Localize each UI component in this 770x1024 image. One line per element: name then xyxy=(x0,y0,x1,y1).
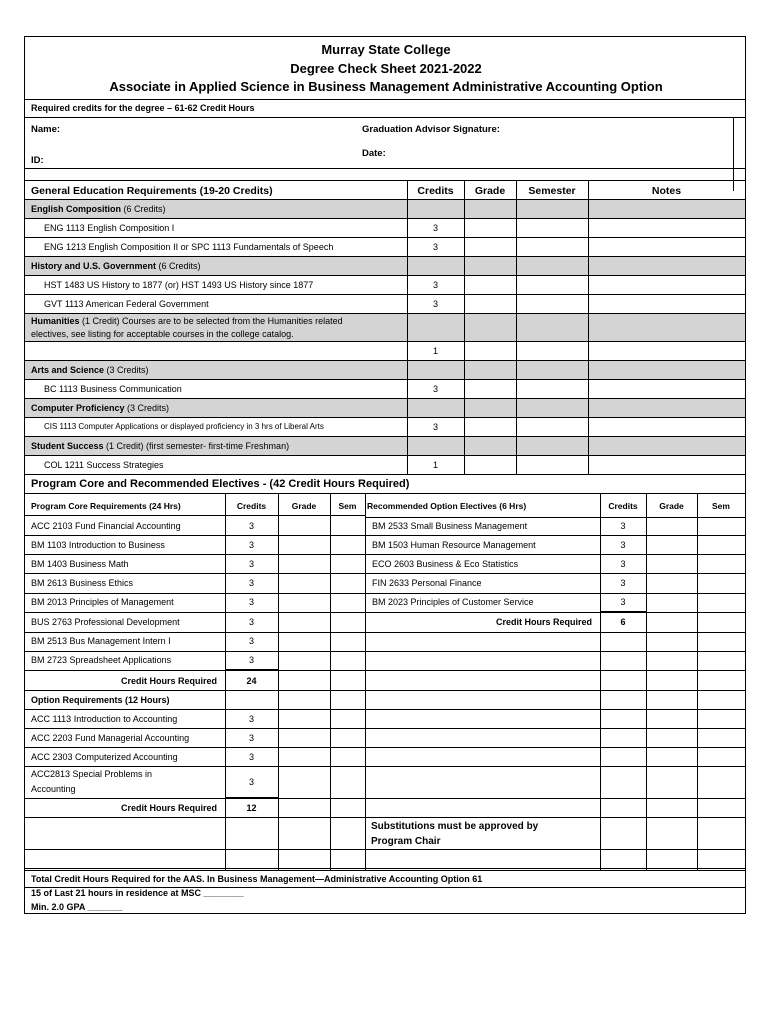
core-credits: 3 xyxy=(248,559,254,569)
option-credits: 3 xyxy=(248,752,254,762)
core-credits: 3 xyxy=(248,636,254,646)
option-course: ACC 2203 Fund Managerial Accounting xyxy=(31,733,190,743)
gen-ed-col-semester: Semester xyxy=(528,185,576,197)
gen-ed-col-notes: Notes xyxy=(651,185,682,197)
core-total: 24 xyxy=(246,676,257,686)
degree-check-sheet xyxy=(24,36,746,914)
core-col-sem: Sem xyxy=(338,501,357,511)
id-label: ID: xyxy=(31,155,44,166)
substitutions-line2: Program Chair xyxy=(371,836,441,847)
credits-col1211: 1 xyxy=(432,460,438,470)
core-course: BM 2613 Business Ethics xyxy=(31,578,134,588)
humanities-section-header xyxy=(31,315,343,327)
credits-cis1113: 3 xyxy=(432,422,438,432)
core-course: ACC 2103 Fund Financial Accounting xyxy=(31,521,181,531)
history-section-header xyxy=(31,260,201,272)
humanities-line1: (1 Credit) Courses are to be selected from the Humanities related xyxy=(82,316,343,326)
english-head: English Composition xyxy=(31,204,121,214)
date-label: Date: xyxy=(362,148,386,159)
core-course: BM 1403 Business Math xyxy=(31,559,129,569)
credits-gvt: 3 xyxy=(432,299,438,309)
advisor-signature-field[interactable] xyxy=(510,121,730,137)
elective-course: BM 2023 Principles of Customer Service xyxy=(372,597,534,607)
gen-ed-col-grade: Grade xyxy=(474,185,506,197)
core-total-label: Credit Hours Required xyxy=(120,676,217,686)
course-bc1113: BC 1113 Business Communication xyxy=(44,384,182,394)
core-course: BM 1103 Introduction to Business xyxy=(31,540,165,550)
name-label: Name: xyxy=(31,124,61,135)
electives-head: Recommended Option Electives (6 Hrs) xyxy=(367,501,527,511)
core-col-credits: Credits xyxy=(236,501,267,511)
core-credits: 3 xyxy=(248,578,254,588)
footer-gpa: Min. 2.0 GPA _______ xyxy=(31,902,123,912)
footer-total-hours: Total Credit Hours Required for the AAS. In Business Management—Administrative Accounting Option 61 xyxy=(31,874,483,884)
core-credits: 3 xyxy=(248,540,254,550)
course-eng1113: ENG 1113 English Composition I xyxy=(44,223,175,233)
elective-course: ECO 2603 Business & Eco Statistics xyxy=(372,559,519,569)
option-credits: 3 xyxy=(248,733,254,743)
elective-credits: 3 xyxy=(620,521,626,531)
credits-bc1113: 3 xyxy=(432,384,438,394)
course-gvt: GVT 1113 American Federal Government xyxy=(44,299,209,309)
core-requirements-head: Program Core Requirements (24 Hrs) xyxy=(31,501,181,511)
core-col-grade: Grade xyxy=(291,501,317,511)
english-credits: (6 Credits) xyxy=(123,204,166,214)
core-course: BM 2723 Spreadsheet Applications xyxy=(31,655,172,665)
arts-section-header xyxy=(31,364,149,376)
computer-section-header xyxy=(31,402,169,414)
credits-hst: 3 xyxy=(432,280,438,290)
program-title: Associate in Applied Science in Business Management Administrative Accounting Option xyxy=(109,79,663,94)
required-credits: Required credits for the degree – 61-62 Credit Hours xyxy=(31,103,255,113)
elective-credits: 3 xyxy=(620,597,626,607)
core-credits: 3 xyxy=(248,521,254,531)
elective-course: BM 2533 Small Business Management xyxy=(372,521,528,531)
course-col1211: COL 1211 Success Strategies xyxy=(44,460,164,470)
option-requirements-head: Option Requirements (12 Hours) xyxy=(31,695,170,705)
program-core-title: Program Core and Recommended Electives - (42 Credit Hours Required) xyxy=(31,478,410,490)
college-name: Murray State College xyxy=(321,42,451,57)
core-course: BM 2013 Principles of Management xyxy=(31,597,174,607)
course-cis1113: CIS 1113 Computer Applications or displayed proficiency in 3 hrs of Liberal Arts xyxy=(44,422,324,431)
core-course: BM 2513 Bus Management Intern I xyxy=(31,636,171,646)
substitutions-line1: Substitutions must be approved by xyxy=(371,821,539,832)
credits-eng1213: 3 xyxy=(432,242,438,252)
core-course: BUS 2763 Professional Development xyxy=(31,617,180,627)
humanities-head: Humanities xyxy=(31,316,80,326)
arts-head: Arts and Science xyxy=(31,365,105,375)
electives-col-sem: Sem xyxy=(712,501,730,511)
course-eng1213: ENG 1213 English Composition II or SPC 1113 Fundamentals of Speech xyxy=(44,242,334,252)
student-success-head: Student Success xyxy=(31,441,104,451)
electives-total-label: Credit Hours Required xyxy=(495,617,592,627)
date-field[interactable] xyxy=(390,145,590,161)
option-course: ACC 2303 Computerized Accounting xyxy=(31,752,178,762)
course-hst: HST 1483 US History to 1877 (or) HST 1493 US History since 1877 xyxy=(44,280,314,290)
history-credits: (6 Credits) xyxy=(158,261,201,271)
option-credits: 3 xyxy=(248,714,254,724)
name-field[interactable] xyxy=(67,121,347,137)
history-head: History and U.S. Government xyxy=(31,261,157,271)
credits-eng1113: 3 xyxy=(432,223,438,233)
core-credits: 3 xyxy=(248,617,254,627)
english-section-header xyxy=(31,203,166,215)
student-success-section-header xyxy=(31,440,289,452)
computer-head: Computer Proficiency xyxy=(31,403,125,413)
elective-credits: 3 xyxy=(620,540,626,550)
core-credits: 3 xyxy=(248,655,254,665)
advisor-signature-label: Graduation Advisor Signature: xyxy=(362,124,500,135)
sheet-title: Degree Check Sheet 2021-2022 xyxy=(290,61,482,76)
credits-humanities: 1 xyxy=(432,346,438,356)
gen-ed-title: General Education Requirements (19-20 Credits) xyxy=(31,185,273,197)
option-total-label: Credit Hours Required xyxy=(120,803,217,813)
acc2813-line1: ACC2813 Special Problems in xyxy=(31,769,153,779)
elective-credits: 3 xyxy=(620,559,626,569)
footer-residence: 15 of Last 21 hours in residence at MSC ________ xyxy=(31,888,244,898)
electives-col-credits: Credits xyxy=(608,501,638,511)
electives-col-grade: Grade xyxy=(659,501,684,511)
option-course: ACC 1113 Introduction to Accounting xyxy=(31,714,178,724)
elective-course: BM 1503 Human Resource Management xyxy=(372,540,536,550)
computer-credits: (3 Credits) xyxy=(127,403,170,413)
elective-credits: 3 xyxy=(620,578,626,588)
option-total: 12 xyxy=(246,803,257,813)
acc2813-line2: Accounting xyxy=(31,784,76,794)
id-field[interactable] xyxy=(53,152,333,168)
electives-total: 6 xyxy=(620,617,626,627)
humanities-line2: electives, see listing for acceptable courses in the college catalog. xyxy=(31,329,294,339)
core-credits: 3 xyxy=(248,597,254,607)
elective-course: FIN 2633 Personal Finance xyxy=(372,578,482,588)
acc2813-credits: 3 xyxy=(248,777,254,787)
gen-ed-col-credits: Credits xyxy=(417,185,454,197)
student-success-credits: (1 Credit) (first semester- first-time Freshman) xyxy=(106,441,290,451)
arts-credits: (3 Credits) xyxy=(106,365,149,375)
